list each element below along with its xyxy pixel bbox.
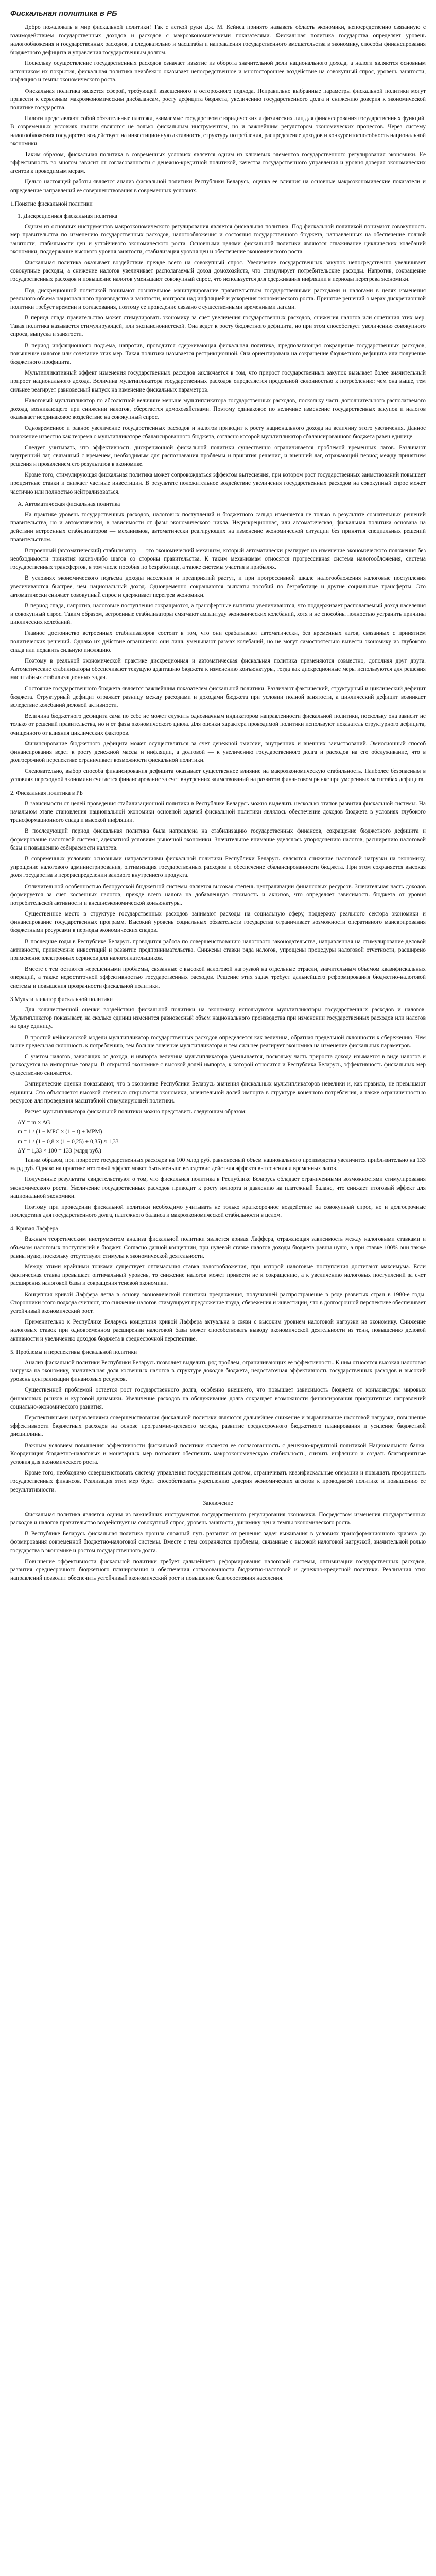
paragraph: В зависимости от целей проведения стабилизационной политики в Республике Беларусь можно выделить несколько этапов развития фискальной системы. На начальном этапе становления национальной экономики основной задачей фискальной политики являлось обеспечение доходов бюджета в условиях глубокого трансформационного спада и высокой инфляции. [10,800,426,824]
paragraph: Мультипликативный эффект изменения государственных расходов заключается в том, что прирост государственных закупок вызывает более значительный прирост национального дохода. Величина мультипликатора государственных расходов определяется предельной склонностью к потреблению: чем она выше, тем сильнее реагирует равновесный выпуск на изменение фискальных параметров. [10,370,426,393]
conclusion-body [10,1511,426,1583]
paragraph: Таким образом, фискальная политика в современных условиях является одним из ключевых элементов государственного регулирования экономики. Ее эффективность во многом зависит от согласованности с денежно-кредитной политикой, качества государственного управления и уровня доверия экономических агентов к проводимым мерам. [10,151,426,175]
paragraph: Встроенный (автоматический) стабилизатор — это экономический механизм, который автоматически реагирует на изменение экономического положения без необходимости принятия каких-либо шагов со стороны правительства. К таким механизмам относятся прогрессивная система налогообложения, система государственных трансфертов, в том числе пособия по безработице, а также системы участия в прибылях. [10,547,426,571]
paragraph: Расчет мультипликатора фискальной политики можно представить следующим образом: [25,1109,247,1115]
section-heading: 5. Проблемы и перспективы фискальной политики [10,1349,137,1355]
paragraph: Налоговый мультипликатор по абсолютной величине меньше мультипликатора государственных расходов, поскольку часть дополнительного располагаемого дохода, возникающего при снижении налогов, сберегается домохозяйствами. Поэтому одинаковое по величине изменение государственных закупок и налогов оказывает неодинаковое воздействие на совокупный спрос. [10,397,426,421]
paragraph: С учетом налогов, зависящих от дохода, и импорта величина мультипликатора уменьшается, поскольку часть прироста дохода изымается в виде налогов и расходуется на импортные товары. В открытой экономике с высокой долей импорта, к которой относится и Республика Беларусь, эффективность фискальных мер существенно снижается. [10,1053,426,1077]
paragraph: В последние годы в Республике Беларусь проводится работа по совершенствованию налогового законодательства, направленная на стимулирование деловой активности, привлечение инвестиций и развитие предпринимательства. Снижены ставки ряда налогов, упрощены процедуры налоговой отчетности, расширено применение электронных сервисов для налогоплательщиков. [10,938,426,962]
paragraph: В последующий период фискальная политика была направлена на стабилизацию государственных финансов, сокращение бюджетного дефицита и формирование налоговой системы, адекватной условиям рыночной экономики. Значительное внимание уделялось упорядочению налогов, расширению налоговой базы и повышению собираемости налогов. [10,828,426,851]
paragraph: Важным теоретическим инструментом анализа фискальной политики является кривая Лаффера, отражающая зависимость между налоговыми ставками и объемом налоговых поступлений в бюджет. Согласно данной концепции, при нулевой ставке налогов доходы бюджета равны нулю, а при ставке 100% они также равны нулю, поскольку отсутствуют стимулы к экономической деятельности. [10,1236,426,1259]
paragraph: Кроме того, стимулирующая фискальная политика может сопровождаться эффектом вытеснения, при котором рост государственных заимствований повышает процентные ставки и снижает частные инвестиции. В результате положительное воздействие увеличения государственных расходов на совокупный спрос может частично или полностью нейтрализоваться. [10,472,426,495]
subsection-heading: А. Автоматическая фискальная политика [18,501,120,507]
section-2-body [10,800,426,990]
section-5-body [10,1359,426,1494]
paragraph: Полученные результаты свидетельствуют о том, что фискальная политика в Республике Беларусь обладает ограниченными возможностями стимулирования экономического роста. Увеличение государственных расходов приводит к росту импорта и давлению на платежный баланс, что снижает итоговый эффект для национальной экономики. [10,1176,426,1199]
paragraph: Существенное место в структуре государственных расходов занимают расходы на социальную сферу, поддержку реального сектора экономики и финансирование государственных программ. Высокий уровень социальных обязательств государства ограничивает возможности оперативного маневрирования бюджетными ресурсами в периоды экономических спадов. [10,911,426,934]
formula-line: ΔY = m × ΔG [18,1120,50,1126]
paragraph: Применительно к Республике Беларусь концепция кривой Лаффера актуальна в связи с высоким уровнем налоговой нагрузки на экономику. Снижение налоговых ставок при одновременном расширении налоговой базы может способствовать выводу экономической деятельности из тени, повышению деловой активности и увеличению доходов бюджета в среднесрочной перспективе. [10,1319,426,1342]
paragraph: Поэтому в реальной экономической практике дискреционная и автоматическая фискальная политика применяются совместно, дополняя друг друга. Автоматические стабилизаторы обеспечивают текущую адаптацию бюджета к изменению конъюнктуры, тогда как дискреционные меры используются для решения масштабных стабилизационных задач. [10,658,426,681]
section-heading: 4. Кривая Лаффера [10,1226,58,1232]
section-1-body [10,223,426,496]
paragraph: Одним из основных инструментов макроэкономического регулирования является фискальная политика. Под фискальной политикой понимают совокупность мер правительства по изменению государственных расходов, налогообложения и состояния государственного бюджета, направленных на обеспечение полной занятости, стабильности цен и устойчивого экономического роста. Основными целями фискальной политики являются сглаживание циклических колебаний экономики, поддержание высокого уровня занятости, стабилизация уровня цен и обеспечение экономического роста. [10,224,426,255]
paragraph: Финансирование бюджетного дефицита может осуществляться за счет денежной эмиссии, внутренних и внешних заимствований. Эмиссионный способ финансирования ведет к росту денежной массы и инфляции, а долговой — к увеличению государственного долга и расходов на его обслуживание, что в долгосрочной перспективе ограничивает возможности фискальной политики. [10,740,426,764]
paragraph: В период спада правительство может стимулировать экономику за счет увеличения государственных расходов, снижения налогов или сочетания этих мер. Такая политика называется стимулирующей, или экспансионистской. Она ведет к росту бюджетного дефицита, но при этом способствует увеличению совокупного спроса, выпуска и занятости. [10,315,426,338]
paragraph: В простой кейнсианской модели мультипликатор государственных расходов определяется как величина, обратная предельной склонности к сбережению. Чем выше предельная склонность к потреблению, тем больше значение мультипликатора и тем сильнее реагирует экономика на изменение фискальных параметров. [10,1034,426,1049]
paragraph: Анализ фискальной политики Республики Беларусь позволяет выделить ряд проблем, ограничивающих ее эффективность. К ним относятся высокая налоговая нагрузка на экономику, значительная доля косвенных налогов в структуре доходов бюджета, недостаточная эффективность государственных расходов и высокий уровень централизации финансовых ресурсов. [10,1359,426,1383]
section-4-body [10,1235,426,1343]
paragraph: В условиях экономического подъема доходы населения и предприятий растут, и при прогрессивной шкале налогообложения налоговые поступления увеличиваются быстрее, чем национальный доход. Одновременно сокращаются выплаты пособий по безработице и другие социальные трансферты. Это автоматически снижает совокупный спрос и сдерживает перегрев экономики. [10,575,426,598]
paragraph: Важным условием повышения эффективности фискальной политики является ее согласованность с денежно-кредитной политикой Национального банка. Координация бюджетно-налоговых и монетарных мер позволяет обеспечить макроэкономическую стабильность, снизить инфляцию и создать благоприятные условия для экономического роста. [10,1442,426,1465]
paragraph: Добро пожаловать в мир фискальной политики! Так с легкой руки Дж. М. Кейнса принято называть область экономики, непосредственно связанную с взаимодействием государственных доходов и расходов с макроэкономическими показателями. Фискальная политика государства определяет уровень налогообложения и государственных расходов, а следовательно и масштабы и направления государственного вмешательства в экономику, способы финансирования бюджетного дефицита и управления государственным долгом. [10,24,426,56]
paragraph: Существенной проблемой остается рост государственного долга, особенно внешнего, что повышает зависимость бюджета от конъюнктуры мировых финансовых рынков и курсовой динамики. Увеличение расходов на обслуживание долга сокращает возможности финансирования приоритетных направлений социально-экономического развития. [10,1387,426,1410]
paragraph: Величина бюджетного дефицита сама по себе не может служить однозначным индикатором направленности фискальной политики, поскольку она зависит не только от решений правительства, но и от фазы экономического цикла. Для оценки характера проводимой политики используют показатель структурного дефицита, очищенного от влияния циклических факторов. [10,713,426,736]
paragraph: Под дискреционной политикой понимают сознательное манипулирование правительством государственными расходами и налогами в целях изменения реального объема национального производства и занятости, контроля над инфляцией и ускорения экономического роста. Принятие решений о мерах дискреционной политики требует времени и согласования, поэтому ее проведение связано с существенными временными лагами. [10,287,426,310]
paragraph: На практике уровень государственных расходов, налоговых поступлений и бюджетного сальдо изменяется не только в результате сознательных решений правительства, но и автоматически, в зависимости от фазы экономического цикла. Недискреционная, или автоматическая, фискальная политика основана на действии встроенных стабилизаторов — механизмов, автоматически реагирующих на изменение экономической ситуации без принятия специальных решений правительством. [10,512,426,543]
paragraph: Главное достоинство встроенных стабилизаторов состоит в том, что они срабатывают автоматически, без временных лагов, связанных с принятием политических решений. Однако их действие ограничено: они лишь уменьшают размах колебаний, но не могут самостоятельно вывести экономику из глубокого спада или подавить сильную инфляцию. [10,630,426,653]
section-heading: 2. Фискальная политика в РБ [10,790,83,796]
paragraph: Фискальная политика является одним из важнейших инструментов государственного регулирования экономики. Посредством изменения государственных расходов и налогов правительство воздействует на совокупный спрос, уровень занятости, динамику цен и темпы экономического роста. [10,1511,426,1527]
page-title: Фискальная политика в РБ [10,9,117,18]
paragraph: Кроме того, необходимо совершенствовать систему управления государственным долгом, ограничивать квазифискальные операции и повышать прозрачность государственных финансов. Реализация этих мер будет способствовать укреплению доверия экономических агентов к проводимой политике и повышению ее результативности. [10,1470,426,1493]
paragraph: Целью настоящей работы является анализ фискальной политики Республики Беларусь, оценка ее влияния на основные макроэкономические показатели и определение направлений ее совершенствования в современных условиях. [10,179,426,194]
paragraph: Следует учитывать, что эффективность дискреционной фискальной политики существенно ограничивается проблемой временных лагов. Различают внутренний лаг, связанный с временем, необходимым для распознавания проблемы и принятия решения, и внешний лаг, отражающий период между принятием решения и проявлением его результатов в экономике. [10,444,426,468]
paragraph: Поскольку осуществление государственных расходов означает изъятие из оборота значительной доли национального дохода, а налоги являются основным источником их покрытия, фискальная политика неизбежно оказывает непосредственное и многостороннее воздействие на совокупный спрос, уровень занятости, инфляцию и темпы экономического роста. [10,60,426,83]
paragraph: Состояние государственного бюджета является важнейшим показателем фискальной политики. Различают фактический, структурный и циклический дефицит бюджета. Структурный дефицит отражает разницу между расходами и доходами бюджета при условии полной занятости, а циклический дефицит возникает вследствие колебаний деловой активности. [10,685,426,708]
formula-line: m = 1 / (1 − MPC × (1 − t) + MPM) [18,1129,102,1136]
paragraph: Для количественной оценки воздействия фискальной политики на экономику используются мультипликаторы государственных расходов и налогов. Мультипликатор показывает, на сколько единиц изменится равновесный объем национального производства при изменении государственных расходов или налогов на одну единицу. [10,1006,426,1030]
paragraph: В Республике Беларусь фискальная политика прошла сложный путь развития от решения задач выживания в условиях трансформационного кризиса до формирования современной бюджетно-налоговой системы. Вместе с тем сохраняются проблемы, связанные с высокой налоговой нагрузкой, значительной ролью государства в экономике и ростом государственного долга. [10,1531,426,1554]
section-3-body [10,1006,426,1219]
paragraph: Между этими крайними точками существует оптимальная ставка налогообложения, при которой налоговые поступления достигают максимума. Если фактическая ставка превышает оптимальный уровень, то снижение налогов может привести не к сокращению, а к увеличению налоговых поступлений за счет расширения налоговой базы и сокращения теневой экономики. [10,1264,426,1287]
paragraph: В период спада, напротив, налоговые поступления сокращаются, а трансфертные выплаты увеличиваются, что поддерживает располагаемый доход населения и совокупный спрос. Таким образом, встроенные стабилизаторы смягчают амплитуду экономических колебаний, хотя и не способны полностью устранить причины циклических колебаний. [10,602,426,626]
paragraph: Следовательно, выбор способа финансирования дефицита оказывает существенное влияние на макроэкономическую стабильность. Наиболее безопасным в условиях переходной экономики считается финансирование за счет внутренних заимствований на развитом финансовом рынке при умеренных масштабах дефицита. [10,768,426,783]
paragraph: Фискальная политика является сферой, требующей взвешенного и осторожного подхода. Неправильно выбранные параметры фискальной политики могут привести к серьезным макроэкономическим дисбалансам, росту дефицита бюджета, увеличению государственного долга и снижению доверия к экономической политике государства. [10,88,426,111]
paragraph: Налоги представляют собой обязательные платежи, взимаемые государством с юридических и физических лиц для финансирования государственных функций. В современных условиях налоги являются не только фискальным инструментом, но и важнейшим регулятором экономических процессов. Через систему налогообложения государство воздействует на инвестиционную активность, структуру потребления, распределение доходов и конкурентоспособность национальной экономики. [10,115,426,147]
paragraph: Концепция кривой Лаффера легла в основу экономической политики предложения, получившей распространение в ряде развитых стран в 1980-е годы. Сторонники этого подхода считают, что снижение налогов стимулирует предложение труда, сбережения и инвестиции, что в долгосрочной перспективе обеспечивает устойчивый экономический рост. [10,1291,426,1314]
intro-block [10,23,426,195]
paragraph: В современных условиях основными направлениями фискальной политики Республики Беларусь являются снижение налоговой нагрузки на экономику, упрощение налогового администрирования, оптимизация государственных расходов и обеспечение сбалансированности бюджета. При этом сохраняется высокая доля государства в перераспределении валового внутреннего продукта. [10,855,426,879]
formula-line: ΔY = 1,33 × 100 = 133 (млрд руб.) [18,1147,101,1154]
conclusion-heading: Заключение [203,1500,233,1506]
paragraph: Фискальная политика оказывает воздействие прежде всего на совокупный спрос. Увеличение государственных закупок непосредственно увеличивает совокупные расходы, а снижение налогов увеличивает располагаемый доход домохозяйств, что стимулирует потребительские расходы. Напротив, сокращение государственных расходов и повышение налогов уменьшают совокупный спрос, что используется для сдерживания инфляции в периоды перегрева экономики. [10,259,426,283]
paragraph: Таким образом, при приросте государственных расходов на 100 млрд руб. равновесный объем национального производства увеличится приблизительно на 133 млрд руб. Однако на практике итоговый эффект может быть меньше вследствие действия эффекта вытеснения и временных лагов. [10,1157,426,1172]
section-heading: 1.Понятие фискальной политики [10,200,93,207]
formula-line: m = 1 / (1 − 0,8 × (1 − 0,25) + 0,35) ≈ 1,33 [18,1138,119,1145]
paragraph: Одновременное и равное увеличение государственных расходов и налогов приводит к росту национального дохода на величину этого увеличения. Данное положение известно как теорема о мультипликаторе сбалансированного бюджета, согласно которой мультипликатор сбалансированного бюджета равен единице. [10,425,426,440]
subsection-automatic-body [10,511,426,784]
paragraph: Эмпирические оценки показывают, что в экономике Республики Беларусь значения фискальных мультипликаторов невелики и, как правило, не превышают единицы. Это объясняется высокой степенью открытости экономики, значительной долей импорта в структуре конечного потребления, а также ограниченностью ресурсов для проведения масштабной стимулирующей политики. [10,1081,426,1104]
paragraph: В период инфляционного подъема, напротив, проводится сдерживающая фискальная политика, предполагающая сокращение государственных расходов, повышение налогов или сочетание этих мер. Такая политика называется рестрикционной. Она ориентирована на сокращение бюджетного дефицита или получение бюджетного профицита. [10,342,426,366]
paragraph: Повышение эффективности фискальной политики требует дальнейшего реформирования налоговой системы, оптимизации государственных расходов, развития среднесрочного бюджетного планирования и обеспечения согласованности бюджетно-налоговой и денежно-кредитной политики. Реализация этих направлений позволит обеспечить устойчивый экономический рост и повышение благосостояния населения. [10,1558,426,1582]
paragraph: Вместе с тем остаются нерешенными проблемы, связанные с высокой налоговой нагрузкой на отдельные отрасли, значительным объемом квазифискальных операций, а также недостаточной эффективностью государственных расходов. Решение этих задач требует дальнейшего реформирования бюджетно-налоговой системы и повышения прозрачности фискальной политики. [10,966,426,989]
subsection-heading: 1. Дискреционная фискальная политика [18,213,117,220]
paragraph: Отличительной особенностью белорусской бюджетной системы является высокая степень централизации финансовых ресурсов. Значительная часть доходов формируется за счет косвенных налогов, прежде всего налога на добавленную стоимость и акцизов, что определяет зависимость бюджета от уровня потребительской активности и внешнеэкономической конъюнктуры. [10,883,426,906]
paragraph: Перспективными направлениями совершенствования фискальной политики являются дальнейшее снижение и выравнивание налоговой нагрузки, повышение эффективности бюджетных расходов на основе программно-целевого метода, развитие среднесрочного бюджетного планирования и усиление бюджетной дисциплины. [10,1415,426,1438]
paragraph: Поэтому при проведении фискальной политики необходимо учитывать не только краткосрочное воздействие на совокупный спрос, но и долгосрочные последствия для государственного долга, платежного баланса и макроэкономической стабильности в целом. [10,1204,426,1219]
section-heading: 3.Мультипликатор фискальной политики [10,996,113,1003]
